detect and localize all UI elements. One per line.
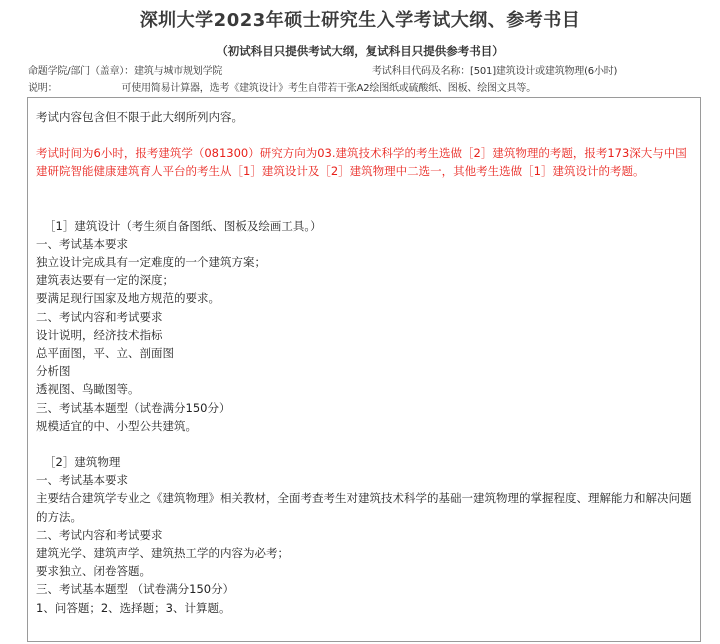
section-2-line: 主要结合建筑学专业之《建筑物理》相关教材，全面考查考生对建筑技术科学的基础一建筑物理的掌握程度、理解能力和解决问题的方法。	[36, 491, 692, 524]
subject-value: [501]建筑设计或建筑物理(6小时)	[470, 66, 618, 77]
college-info	[28, 62, 222, 77]
section-1-line: 设计说明，经济技术指标	[36, 327, 163, 342]
section-2-title: ［2］建筑物理	[44, 455, 121, 470]
section-1-line: 二、考试内容和考试要求	[36, 309, 163, 324]
college-label: 命题学院/部门（盖章）：	[28, 66, 134, 77]
section-1-line: 独立设计完成具有一定难度的一个建筑方案；	[36, 255, 266, 270]
section-2-line: 建筑光学、建筑声学、建筑热工学的内容为必考；	[36, 546, 289, 561]
section-1-line: 总平面图，平、立、剖面图	[36, 346, 174, 361]
section-2-line: 二、考试内容和考试要求	[36, 527, 163, 542]
note-info	[28, 79, 536, 94]
section-1-line: 透视图、鸟瞰图等。	[36, 382, 140, 397]
syllabus-content-box	[27, 97, 701, 642]
college-value: 建筑与城市规划学院	[133, 66, 223, 77]
section-2-line: 1、问答题；2、选择题；3、计算题。	[36, 600, 231, 615]
exam-notice: 考试时间为6小时，报考建筑学（081300）研究方向为03.建筑技术科学的考生选做［2］建筑物理的考题，报考173深大与中国建研院智能健康建筑育人平台的考生从［1］建筑设计及［2］建筑物理中二选一，其他考生选做［1］建筑设计的考题。	[36, 146, 687, 179]
section-1-line: 一、考试基本要求	[36, 236, 128, 251]
document-title: 深圳大学2023年硕士研究生入学考试大纲、参考书目	[139, 10, 581, 31]
section-1-title: ［1］建筑设计（考生须自备图纸、图板及绘画工具。）	[44, 218, 322, 233]
section-2-line: 要求独立、闭卷答题。	[36, 564, 151, 579]
section-1-line: 规模适宜的中、小型公共建筑。	[36, 418, 197, 433]
section-1-line: 分析图	[36, 364, 71, 379]
note-value: 可使用简易计算器，选考《建筑设计》考生自带若干张A2绘图纸或硫酸纸、图板、绘图文具等。	[121, 83, 537, 94]
note-label: 说明：	[28, 83, 58, 94]
section-1-line: 三、考试基本题型（试卷满分150分）	[36, 400, 231, 415]
intro-text: 考试内容包含但不限于此大纲所列内容。	[36, 110, 243, 124]
document-subtitle: （初试科目只提供考试大纲，复试科目只提供参考书目）	[216, 44, 504, 58]
subject-info	[372, 62, 617, 77]
section-1-line: 要满足现行国家及地方规范的要求。	[36, 291, 220, 306]
section-2-line: 一、考试基本要求	[36, 473, 128, 488]
section-2-line: 三、考试基本题型 （试卷满分150分）	[36, 582, 235, 597]
section-1-line: 建筑表达要有一定的深度；	[36, 273, 174, 288]
subject-label: 考试科目代码及名称：	[372, 66, 470, 77]
